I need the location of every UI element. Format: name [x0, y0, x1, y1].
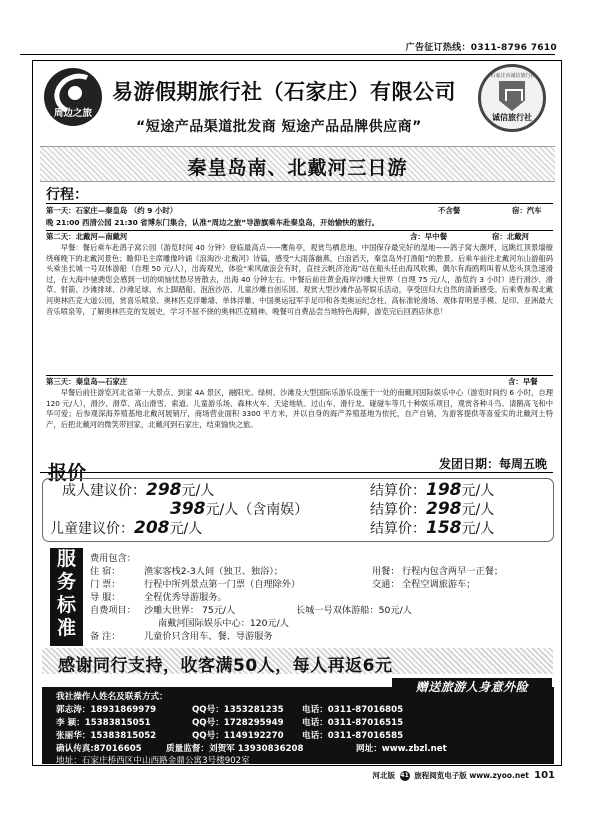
- itinerary-label: 行程：: [46, 187, 88, 203]
- ticket-label: 门 票：: [90, 579, 121, 590]
- settle-row-adult: [370, 480, 494, 500]
- contact-qq: QQ号：1728295949: [192, 718, 284, 728]
- day1-divider: [46, 230, 553, 231]
- price-row-adult-nanyu: [170, 499, 308, 519]
- price-row-child: [50, 518, 202, 538]
- logo-dot: [68, 86, 82, 100]
- price-unit: 元/人: [181, 483, 215, 499]
- footer-circle-icon: 41: [400, 772, 409, 779]
- contact-name: 李 颖：15383815051: [56, 718, 151, 728]
- contact-heading: 我社操作人姓名及联系方式：: [56, 692, 168, 702]
- settle-label: 结算价：: [370, 483, 426, 499]
- settle-row-adult-nanyu: [370, 499, 494, 519]
- price-unit: 元/人: [205, 502, 239, 518]
- company-name: 易游假期旅行社（石家庄）有限公司: [112, 80, 456, 104]
- ad-hotline: 广告征订热线：0311-8796 7610: [405, 43, 557, 53]
- settle-label: 结算价：: [370, 521, 426, 537]
- service-label-char: 务: [56, 571, 76, 593]
- service-label-char: 服: [56, 548, 76, 570]
- website-link[interactable]: 网址：www.zbzl.net: [356, 744, 447, 754]
- meal-value: 行程内包含两早一正餐；: [402, 566, 504, 577]
- note-value: 儿童价只含用车、餐、导游服务: [144, 631, 273, 642]
- day1-line2: 晚 21:00 西清公园 21:30 省博东门集合，认准“周边之旅”导游旗乘车赴秦皇岛，开始愉快的旅行。: [46, 218, 380, 227]
- day2-stay: 宿：北戴河: [492, 232, 529, 241]
- price-label: 报价: [48, 462, 87, 484]
- contact-name: 张丽华：15383815052: [56, 731, 157, 741]
- integrity-badge: [478, 64, 546, 132]
- day2-meal: 含：早中餐: [410, 232, 447, 241]
- badge-label: 诚信旅行社: [492, 113, 532, 122]
- ticket-value: 行程中所列景点第一门票（自理除外）: [144, 579, 301, 590]
- transport-value: 全程空调旅游车；: [402, 579, 476, 590]
- price-value: 298: [146, 480, 182, 500]
- stay-value: 渔家客栈2-3人间（独卫、独浴）；: [144, 566, 284, 577]
- stay-label: 住 宿：: [90, 566, 121, 577]
- price-row-adult: [62, 480, 214, 500]
- footer-edition: 河北版: [372, 771, 395, 780]
- price-row-label: 成人建议价：: [62, 483, 146, 499]
- price-divider: [40, 472, 553, 473]
- gift-insurance: 赠送旅游人身意外险: [392, 678, 552, 696]
- logo-text: 周边之旅: [53, 108, 92, 119]
- guide-label: 导 服：: [90, 592, 121, 603]
- thanks-text: 感谢同行支持，收客满50人，每人再返6元: [58, 656, 393, 676]
- transport-label: 交通：: [372, 579, 400, 590]
- guide-value: 全程优秀导游服务。: [144, 592, 227, 603]
- page-number: 101: [534, 770, 555, 781]
- meal-label: 用餐：: [372, 566, 400, 577]
- day2-text: 早餐：餐后乘车赴鸽子窝公园（游览时间 40 分钟）登临最高点——鹰角亭，观赏鸟栖息地、中国保存最完好的湿地——鸽子窝大潮坪，远眺红顶景墙缭绕雍晚下的北戴河景色；瞻仰毛主席雕像吟诵《浪淘沙·北戴河》诗篇，感受“大雨落幽燕，白浪滔天，秦皇岛外打渔船”的胜景。后乘车前往北戴河东山游船码头乘坐长城一号双体游船（自理 50 元/人），出海观光，体验“乘风破浪会有时，直挂云帆济沧海”站在船头任由海风吹拂，偶尔有海鸥鸣叫着从您头顶急速滑过，在大海中驰骋您会感到一切的烦恼忧愁尽皆散去，出海 40 分钟左右。中餐后前往黄金海岸沙雕大世界（自理 75 元/人，游览约 3 小时）进行滑沙、滑草、射箭、沙滩排球、沙滩足球、水上脚踏船、泡泡沙浴、儿童沙雕自创乐园、观赏大型沙滩作品等娱乐活动，享受回归大自然的清新感受。后乘费参观北戴河奥林匹克大道公园，赏喜乐喷泉、奥林匹克浮雕墙、单体浮雕、中国奥运冠军手足印和各类奥运纪念柱、高标准轮滑场、观体育明星手模、足印、亚洲最大音乐喷泉等，了解奥林匹克的发展史，学习不屈不挠的奥林匹克精神。晚餐可自费品尝当地特色海鲜，游览完后回酒店休息！: [46, 243, 553, 316]
- page-footer: [372, 770, 555, 781]
- own-expense-park: 南戴河国际娱乐中心：120元/人: [158, 618, 289, 629]
- settle-label: 结算价：: [370, 502, 426, 518]
- company-slogan: “短途产品渠道批发商 短途产品品牌供应商”: [136, 119, 422, 135]
- gate-icon: [505, 89, 523, 101]
- contact-tel: 电话：0311-87016585: [302, 731, 404, 741]
- service-standard-label: [50, 548, 83, 646]
- price-value: 398: [170, 499, 206, 519]
- settle-unit: 元/人: [461, 521, 495, 537]
- price-note: （含南娱）: [238, 502, 309, 518]
- tour-title: 秦皇岛南、北戴河三日游: [187, 157, 408, 179]
- day1-stay: 宿：汽车: [512, 206, 542, 215]
- hotline-divider: [20, 54, 555, 55]
- company-logo: [44, 68, 102, 126]
- settle-value: 298: [426, 499, 462, 519]
- service-label-char: 标: [56, 594, 76, 616]
- service-label-char: 准: [56, 617, 76, 639]
- day2-head: 第二天：北戴河—南戴河: [46, 232, 128, 241]
- contact-tel: 电话：0311-87016805: [302, 705, 404, 715]
- note-label: 备 注：: [90, 631, 121, 642]
- settle-unit: 元/人: [461, 502, 495, 518]
- depart-date: 发团日期：每周五晚: [438, 457, 547, 471]
- settle-value: 158: [426, 518, 462, 538]
- include-label: 费用包含：: [90, 553, 136, 564]
- settle-value: 198: [426, 480, 462, 500]
- itinerary-divider: [46, 203, 553, 204]
- settle-unit: 元/人: [461, 483, 495, 499]
- day3-head: 第三天：秦皇岛—石家庄: [46, 377, 128, 386]
- price-row-label: 儿童建议价：: [50, 521, 134, 537]
- footer-site: 旅程阅览电子版 www.zyoo.net: [414, 771, 529, 780]
- contact-tel: 电话：0311-87016515: [302, 718, 404, 728]
- own-expense-label: 自费项目：: [90, 605, 136, 616]
- day2-divider: [46, 375, 553, 376]
- price-value: 208: [134, 518, 170, 538]
- contact-qq: QQ号：1353281235: [192, 705, 284, 715]
- contact-address: 地址：石家庄桥西区中山西路金鼎公寓3号楼902室: [56, 756, 250, 766]
- badge-ring-text: 石家庄市诚信旅行社: [490, 73, 536, 79]
- contact-fax: 确认传真:87016605: [56, 744, 142, 754]
- settle-row-child: [370, 518, 494, 538]
- day3-text: 早餐后前往游览河北省第一大景点、到家 4A 景区，融阳光、绿树、沙滩及大型国际乐游乐设施于一处的南戴河国际娱乐中心（游览时间约 6 小时，自理 120 元/人），滑沙、滑草、高山滑雪、索道、儿童游乐场、森林火车、天途地轨、过山车、滑行龙、碰碰车等几十种娱乐项目，观赏各种斗鸟、请鹅高飞和中华可爱；后参观深海养殖基地北戴河展销厅，商场营业面积 3300 平方米，并以自身的海产养殖基地为依托，自产自销，为游客提供等喜爱实的北戴河土特产，后把北戴河的微笑带回家，北戴河到石家庄，结束愉快之旅。: [46, 388, 553, 429]
- contact-qq: QQ号：1149192270: [192, 731, 284, 741]
- quality-supervision: 质量监督：刘贺军 13930836208: [166, 744, 304, 754]
- contact-name: 郭志涛：18931869979: [56, 705, 157, 715]
- day1-head: 第一天：石家庄—秦皇岛 （约 9 小时）: [46, 206, 178, 215]
- own-expense-sand: 沙雕大世界： 75元/人: [144, 605, 236, 616]
- day1-meal: 不含餐: [438, 206, 461, 215]
- own-expense-boat: 长城一号双体游船：50元/人: [296, 605, 412, 616]
- day3-meal: 含：早餐: [508, 377, 538, 386]
- price-unit: 元/人: [169, 521, 203, 537]
